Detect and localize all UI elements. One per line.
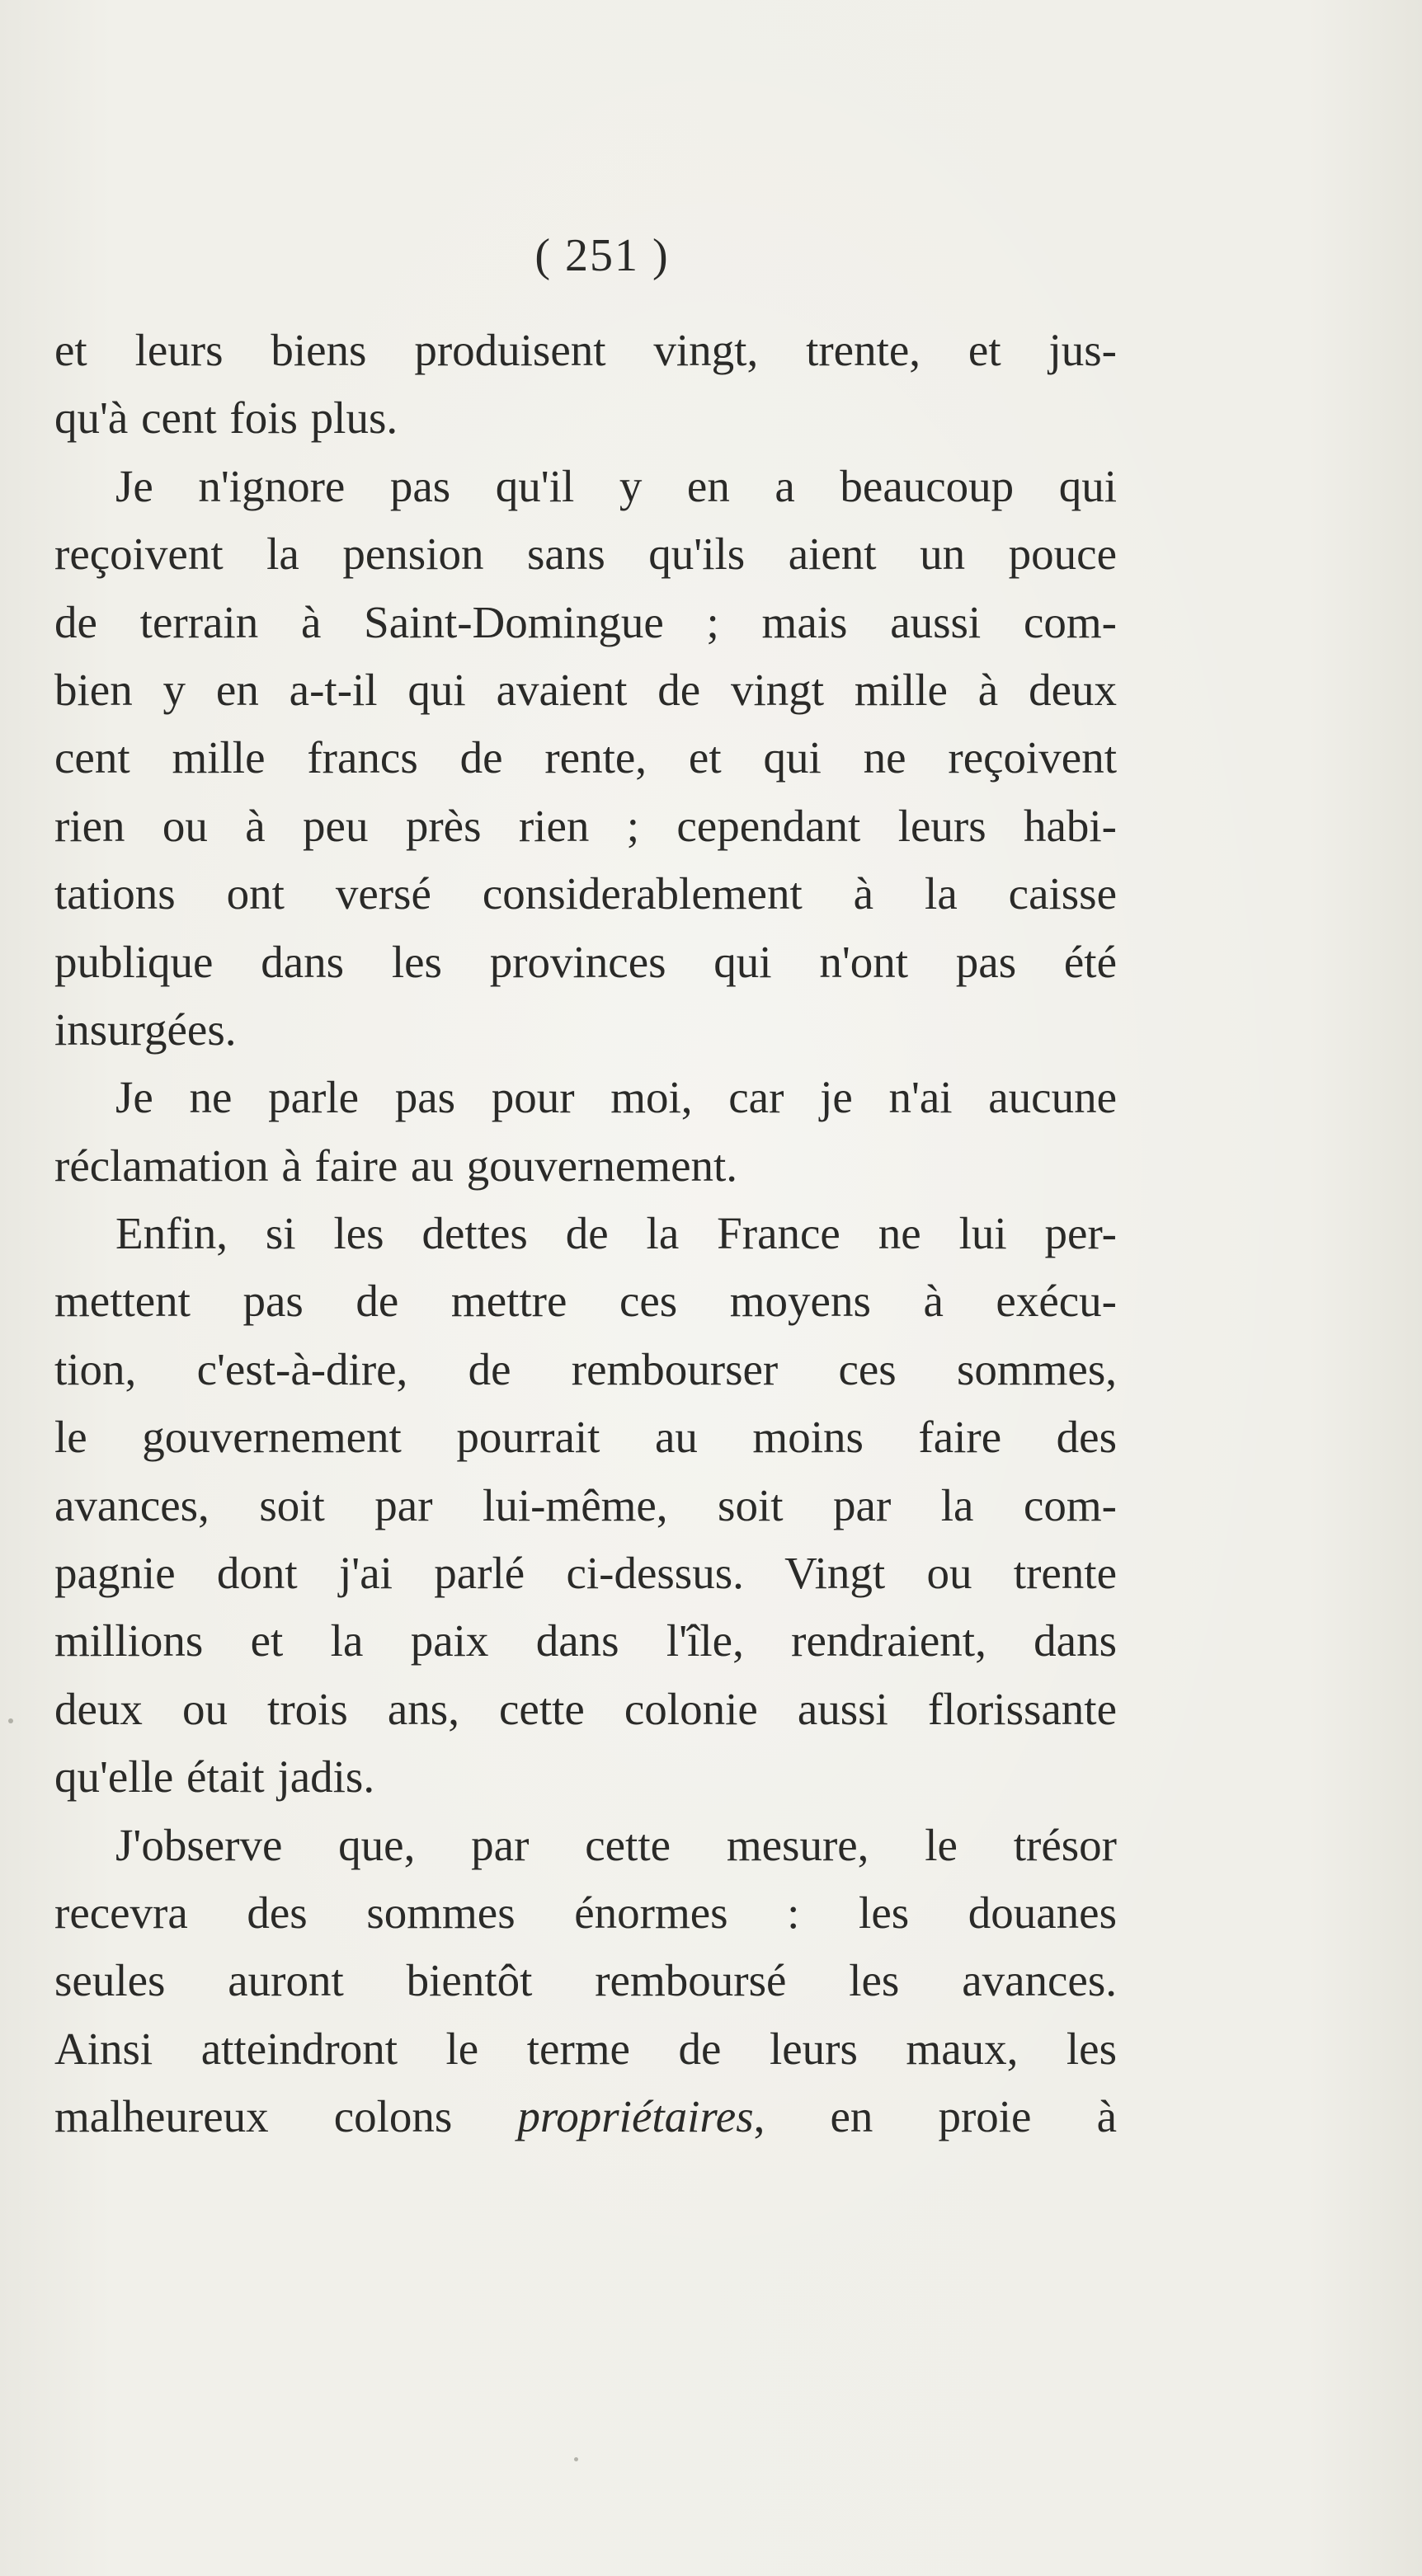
text-line: Enfin, si les dettes de la France ne lui per- [115, 1208, 1117, 1259]
text-line: le gouvernement pourrait au moins faire des [54, 1412, 1117, 1463]
text-line: Je n'ignore pas qu'il y en a beaucoup qui [115, 460, 1117, 511]
paragraph-1 [54, 317, 1117, 453]
text-line: Ainsi atteindront le terme de leurs maux, les [54, 2023, 1117, 2074]
text-line: bien y en a-t-il qui avaient de vingt mille à deux [54, 664, 1117, 715]
text-line: qu'à cent fois plus. [54, 393, 398, 444]
text-line-final [54, 2083, 1117, 2151]
text-line: reçoivent la pension sans qu'ils aient un pouce [54, 529, 1117, 580]
text-line: de terrain à Saint-Domingue ; mais aussi com- [54, 596, 1117, 647]
text-line: pagnie dont j'ai parlé ci-dessus. Vingt ou trente [54, 1548, 1117, 1599]
text-line: qu'elle était jadis. [54, 1751, 375, 1803]
text-line: millions et la paix dans l'île, rendraient, dans [54, 1615, 1117, 1666]
text-line: seules auront bientôt remboursé les avances. [54, 1955, 1117, 2006]
text-line: tion, c'est-à-dire, de rembourser ces sommes, [54, 1343, 1117, 1394]
text-line: insurgées. [54, 1004, 237, 1055]
text-line: tations ont versé considerablement à la caisse [54, 868, 1117, 919]
paper-speck [574, 2457, 578, 2461]
paragraph-3 [54, 1064, 1117, 1200]
text-line: J'observe que, par cette mesure, le trésor [115, 1819, 1117, 1870]
italic-word: propriétaires [517, 2091, 754, 2142]
paragraph-4 [54, 1200, 1117, 1812]
body-text [54, 317, 1117, 2151]
text-run: , en proie à [753, 2091, 1117, 2142]
text-line: recevra des sommes énormes : les douanes [54, 1887, 1117, 1938]
text-line: mettent pas de mettre ces moyens à exécu- [54, 1276, 1117, 1327]
text-line: rien ou à peu près rien ; cependant leurs habi- [54, 800, 1117, 851]
text-line: publique dans les provinces qui n'ont pas été [54, 936, 1117, 987]
text-run: malheureux colons [54, 2091, 518, 2142]
text-line: réclamation à faire au gouvernement. [54, 1140, 738, 1191]
text-line: cent mille francs de rente, et qui ne reçoivent [54, 732, 1117, 783]
page-number: ( 251 ) [534, 230, 670, 281]
text-line: Je ne parle pas pour moi, car je n'ai aucune [115, 1072, 1117, 1123]
paragraph-5 [54, 1812, 1117, 2151]
text-line: deux ou trois ans, cette colonie aussi florissante [54, 1683, 1117, 1734]
text-line: avances, soit par lui-même, soit par la com- [54, 1479, 1117, 1530]
text-line: et leurs biens produisent vingt, trente, et jus- [54, 325, 1117, 375]
paper-speck [8, 1718, 13, 1723]
paragraph-2 [54, 453, 1117, 1065]
